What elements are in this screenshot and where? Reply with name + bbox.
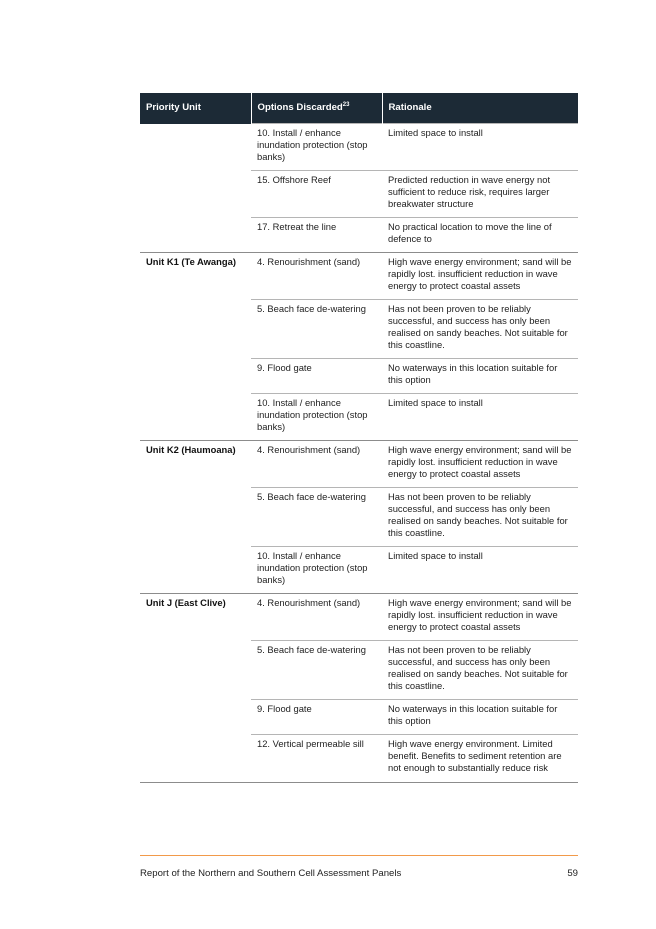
rationale-cell: Has not been proven to be reliably successful, and success has only been realised on sandy beaches. Not suitable for this coastline. [382,300,578,359]
priority-unit-cell [140,700,251,735]
table-body [140,124,578,783]
priority-unit-cell: Unit K1 (Te Awanga) [140,253,251,300]
rationale-cell: Predicted reduction in wave energy not sufficient to reduce risk, requires larger breakwater structure [382,171,578,218]
rationale-cell: Has not been proven to be reliably successful, and success has only been realised on sandy beaches. Not suitable for this coastline. [382,488,578,547]
option-cell: 9. Flood gate [251,359,382,394]
table-row [140,394,578,441]
table-row [140,441,578,488]
rationale-cell: High wave energy environment; sand will be rapidly lost. insufficient reduction in wave energy to protect coastal assets [382,441,578,488]
table-row [140,300,578,359]
priority-unit-cell [140,171,251,218]
priority-unit-cell [140,300,251,359]
table-row [140,218,578,253]
table-row [140,124,578,171]
options-discarded-table [140,93,578,783]
rationale-cell: No waterways in this location suitable for this option [382,359,578,394]
table-row [140,547,578,594]
footer-rule [140,855,578,856]
rationale-cell: No waterways in this location suitable for this option [382,700,578,735]
table-row [140,700,578,735]
header-options-discarded-label: Options Discarded [257,102,343,113]
table-row [140,641,578,700]
option-cell: 10. Install / enhance inundation protection (stop banks) [251,394,382,441]
priority-unit-cell [140,124,251,171]
option-cell: 10. Install / enhance inundation protection (stop banks) [251,547,382,594]
table-row [140,359,578,394]
priority-unit-cell [140,488,251,547]
rationale-cell: High wave energy environment. Limited benefit. Benefits to sediment retention are not enough to substantially reduce risk [382,735,578,783]
priority-unit-cell [140,547,251,594]
priority-unit-cell [140,394,251,441]
table-row [140,735,578,783]
priority-unit-cell [140,735,251,783]
option-cell: 5. Beach face de-watering [251,641,382,700]
priority-unit-cell: Unit K2 (Haumoana) [140,441,251,488]
footnote-ref: 23 [342,101,350,108]
header-priority-unit: Priority Unit [140,93,251,124]
rationale-cell: High wave energy environment; sand will be rapidly lost. insufficient reduction in wave energy to protect coastal assets [382,253,578,300]
option-cell: 15. Offshore Reef [251,171,382,218]
priority-unit-cell: Unit J (East Clive) [140,594,251,641]
priority-unit-cell [140,641,251,700]
header-options-discarded [251,93,382,124]
rationale-cell: Limited space to install [382,547,578,594]
priority-unit-cell [140,218,251,253]
rationale-cell: Has not been proven to be reliably successful, and success has only been realised on sandy beaches. Not suitable for this coastline. [382,641,578,700]
table-bottom-rule [140,783,578,784]
option-cell: 17. Retreat the line [251,218,382,253]
table-row [140,488,578,547]
rationale-cell: Limited space to install [382,394,578,441]
header-rationale: Rationale [382,93,578,124]
rationale-cell: High wave energy environment; sand will be rapidly lost. insufficient reduction in wave energy to protect coastal assets [382,594,578,641]
option-cell: 12. Vertical permeable sill [251,735,382,783]
priority-unit-cell [140,359,251,394]
option-cell: 4. Renourishment (sand) [251,253,382,300]
option-cell: 5. Beach face de-watering [251,488,382,547]
table-header [140,93,578,124]
option-cell: 5. Beach face de-watering [251,300,382,359]
option-cell: 4. Renourishment (sand) [251,441,382,488]
option-cell: 9. Flood gate [251,700,382,735]
table-row [140,253,578,300]
table-row [140,171,578,218]
rationale-cell: No practical location to move the line of defence to [382,218,578,253]
page-number: 59 [567,868,578,879]
option-cell: 4. Renourishment (sand) [251,594,382,641]
option-cell: 10. Install / enhance inundation protection (stop banks) [251,124,382,171]
rationale-cell: Limited space to install [382,124,578,171]
footer-report-title: Report of the Northern and Southern Cell Assessment Panels [140,868,402,879]
table-row [140,594,578,641]
